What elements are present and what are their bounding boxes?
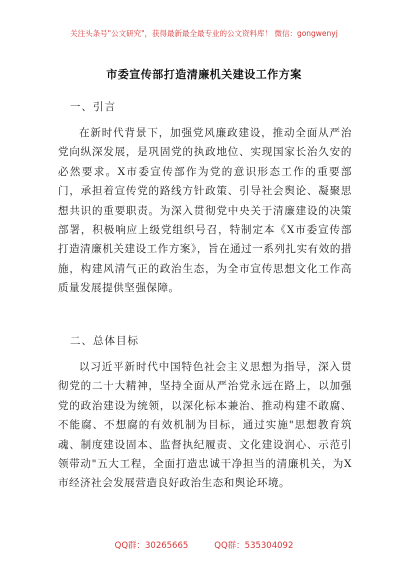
section-paragraph-overall-goals: 以习近平新时代中国特色社会主义思想为指导，深入贯彻党的二十大精神，坚持全面从严治党永远在路上，以加强党的政治建设为统领，以深化标本兼治、推动构建不敢腐、不能腐、不想腐的有效机制为目标，通过实施"思想教育筑魂、制度建设固本、监督执纪履责、文化建设润心、示范引领带动"五大工程，全面打造忠诚干净担当的清廉机关，为X市经济社会发展营造良好政治生态和舆论环境。 (58, 361, 352, 490)
footer-qq-group-2: QQ群：535304092 (214, 541, 294, 551)
section-paragraph-introduction: 在新时代背景下，加强党风廉政建设，推动全面从严治党向纵深发展，是巩固党的执政地位、实现国家长治久安的必然要求。X市委宣传部作为党的意识形态工作的重要部门，承担着宣传党的路线方针政策、引导社会舆论、凝聚思想共识的重要职责。为深入贯彻党中央关于清廉建设的决策部署，积极响应上级党组织号召，特制定本《X市委宣传部打造清廉机关建设工作方案》，旨在通过一系列扎实有效的措施，构建风清气正的政治生态，为全市宣传思想文化工作高质量发展提供坚强保障。 (58, 127, 352, 295)
footer-qq-group-1: QQ群：30265665 (114, 541, 189, 551)
footer-contact (0, 539, 408, 551)
header-promo-note: 关注头条号"公文研究"，获得最新最全最专业的公文资料库！ 微信：gongwenyj (70, 29, 338, 38)
document-title: 市委宣传部打造清廉机关建设工作方案 (106, 68, 302, 81)
section-heading-overall-goals: 二、总体目标 (70, 335, 139, 347)
section-heading-introduction: 一、引言 (70, 101, 116, 113)
